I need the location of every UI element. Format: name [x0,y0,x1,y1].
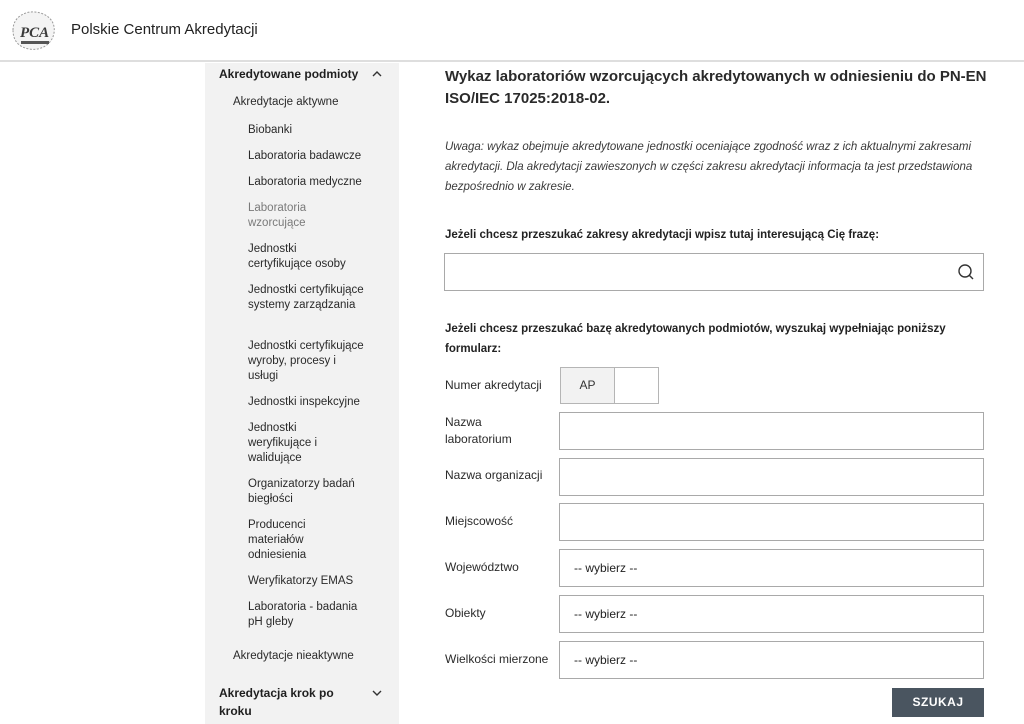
sidebar-sub-active[interactable]: Akredytacje aktywne [233,96,339,108]
sidebar-item-lab-badawcze[interactable]: Laboratoria badawcze [248,150,362,162]
voivodeship-select[interactable] [559,549,984,587]
pca-logo[interactable] [7,8,61,54]
objects-label: Obiekty [445,606,486,620]
lab-name-label: Nazwa laboratorium [445,415,512,446]
sidebar-item-organizatorzy[interactable]: Organizatorzy badań biegłości [248,478,355,505]
voivodeship-selected: -- wybierz -- [574,561,638,575]
sidebar-sub-inactive[interactable]: Akredytacje nieaktywne [233,650,354,662]
sidebar [205,63,399,724]
phrase-search-label: Jeżeli chcesz przeszukać zakresy akredytacji wpisz tutaj interesującą Cię frazę: [445,229,880,241]
measured-quantities-selected: -- wybierz -- [574,653,638,667]
chevron-down-icon[interactable] [371,688,383,698]
sidebar-item-lab-wzorcujace[interactable]: Laboratoria wzorcujące [248,202,307,229]
voivodeship-label: Województwo [445,560,519,574]
svg-text:PCA: PCA [20,25,50,41]
search-button[interactable]: SZUKAJ [892,688,984,717]
accreditation-number-input[interactable] [614,367,659,404]
org-name-label: Nazwa organizacji [445,468,543,482]
accreditation-number-label: Numer akredytacji [445,378,542,392]
page-title: Wykaz laboratoriów wzorcujących akredytowanych w odniesieniu do PN-EN ISO/IEC 17025:2018-02. [445,68,987,107]
search-icon[interactable] [957,263,975,281]
phrase-search-input[interactable] [444,253,984,291]
sidebar-item-lab-medyczne[interactable]: Laboratoria medyczne [248,176,362,188]
sidebar-item-producenci[interactable]: Producenci materiałów odniesienia [248,519,307,561]
objects-select[interactable] [559,595,984,633]
sidebar-item-cert-systemy[interactable]: Jednostki certyfikujące systemy zarządzania [248,284,364,311]
lab-name-input[interactable] [559,412,984,450]
measured-quantities-select[interactable] [559,641,984,679]
sidebar-item-emas[interactable]: Weryfikatorzy EMAS [248,575,354,587]
site-header [0,0,1024,62]
sidebar-group-step-by-step[interactable]: Akredytacja krok po kroku [219,686,334,718]
city-label: Miejscowość [445,514,514,528]
ap-prefix: AP [560,367,615,404]
sidebar-item-biobanki[interactable]: Biobanki [248,124,293,136]
sidebar-item-cert-wyroby[interactable]: Jednostki certyfikujące wyroby, procesy i usługi [248,340,364,382]
org-name-input[interactable] [559,458,984,496]
site-title[interactable]: Polskie Centrum Akredytacji [71,21,258,38]
sidebar-item-weryfikujace[interactable]: Jednostki weryfikujące i walidujące [248,422,318,464]
sidebar-item-inspekcyjne[interactable]: Jednostki inspekcyjne [248,396,360,408]
sidebar-group-accredited[interactable]: Akredytowane podmioty [219,67,359,81]
objects-selected: -- wybierz -- [574,607,638,621]
sidebar-item-ph-gleby[interactable]: Laboratoria - badania pH gleby [248,601,358,628]
city-input[interactable] [559,503,984,541]
info-note: Uwaga: wykaz obejmuje akredytowane jednostki oceniające zgodność wraz z ich aktualnymi zakresami akredytacji. Dla akredytacji zawieszonych w części zakresu akredytacji informacja ta jest przedstawiona bezpośrednio w zakresie. [445,141,973,193]
form-search-label: Jeżeli chcesz przeszukać bazę akredytowanych podmiotów, wyszukaj wypełniając poniższy formularz: [445,323,946,355]
sidebar-item-cert-osoby[interactable]: Jednostki certyfikujące osoby [248,243,346,270]
chevron-up-icon[interactable] [371,69,383,79]
measured-quantities-label: Wielkości mierzone [445,652,549,666]
